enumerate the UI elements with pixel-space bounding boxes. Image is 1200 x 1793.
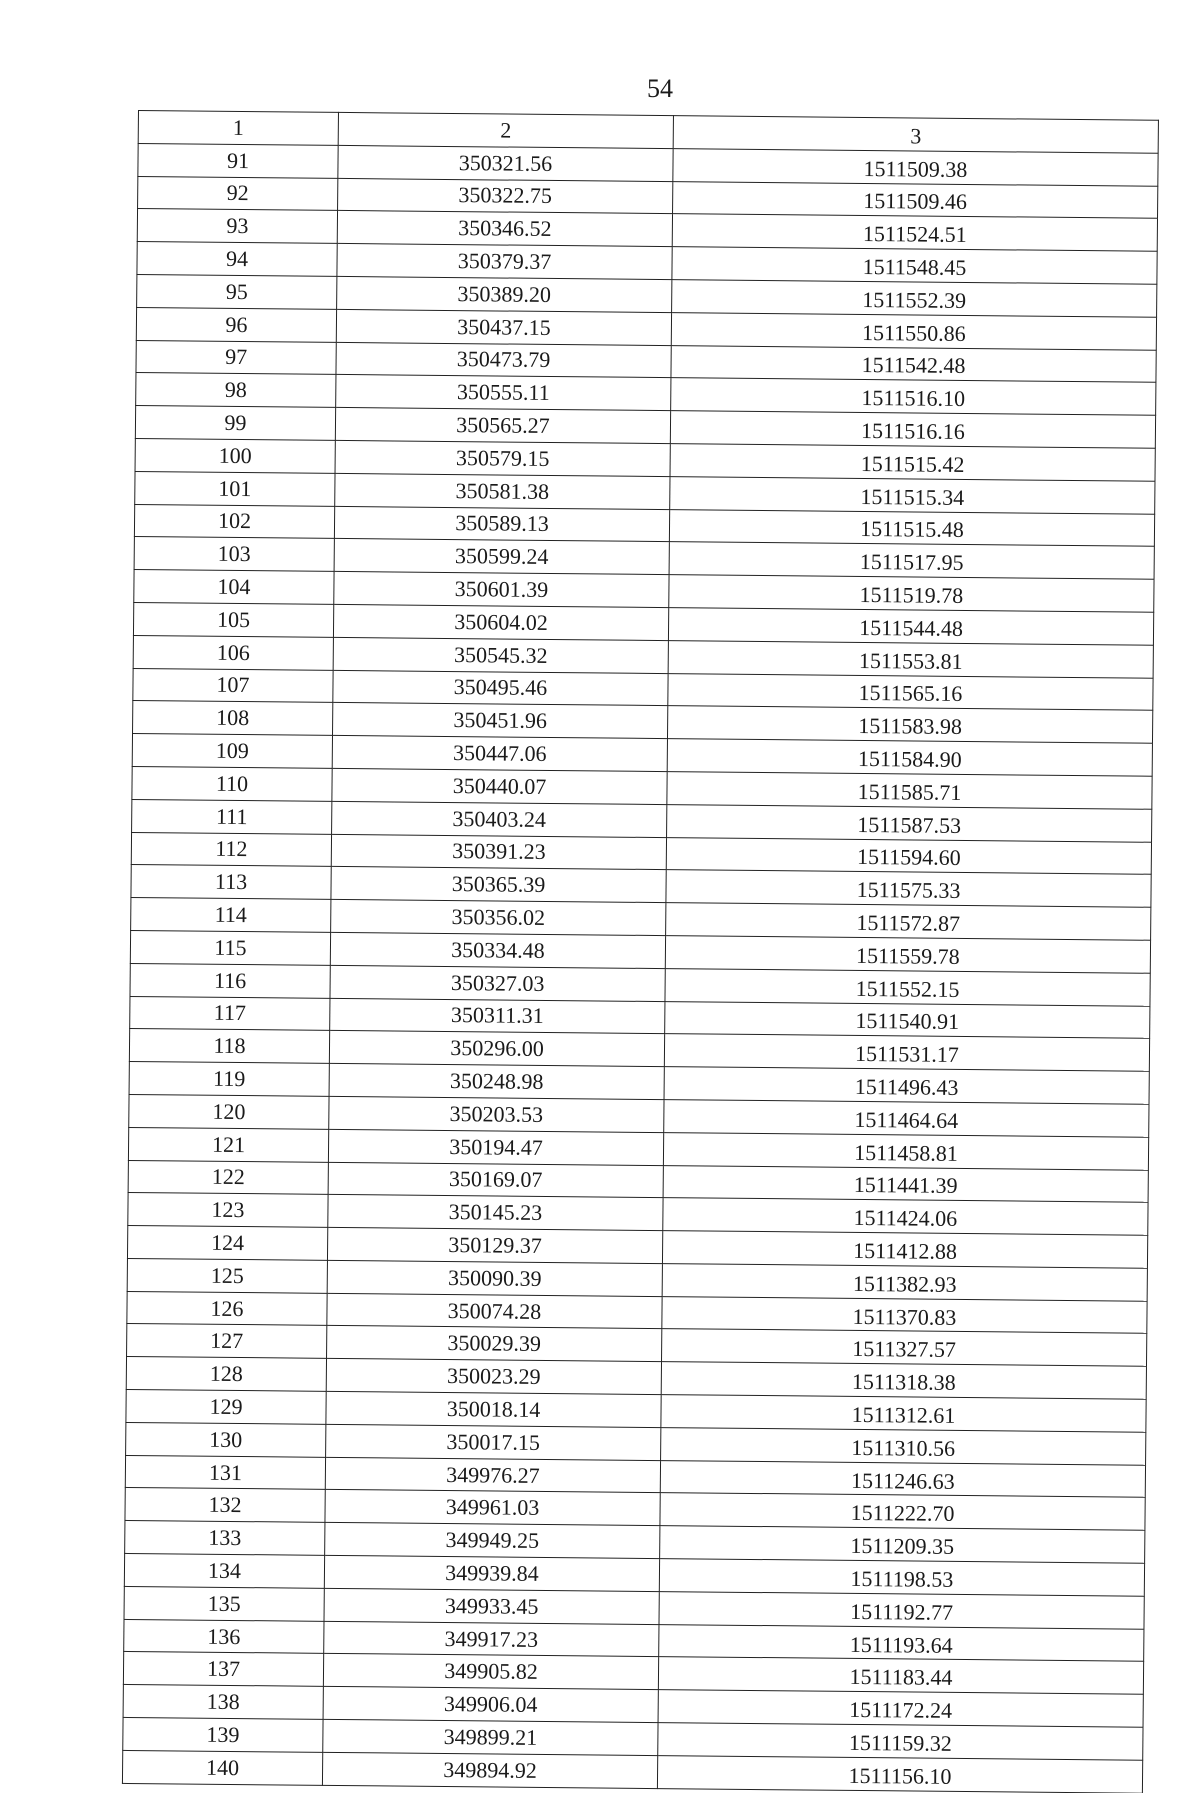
point-number-cell: 110 [132,766,332,801]
y-coordinate-cell: 1511246.63 [660,1460,1145,1497]
x-coordinate-cell: 350555.11 [336,375,671,411]
point-number-cell: 117 [130,996,330,1031]
point-number-cell: 126 [127,1291,327,1326]
x-coordinate-cell: 350379.37 [337,244,672,280]
y-coordinate-cell: 1511327.57 [662,1329,1147,1366]
point-number-cell: 121 [128,1127,328,1162]
y-coordinate-cell: 1511572.87 [666,903,1151,940]
x-coordinate-cell: 350194.47 [328,1129,663,1165]
x-coordinate-cell: 350451.96 [333,703,668,739]
x-coordinate-cell: 349949.25 [325,1523,660,1559]
point-number-cell: 128 [126,1357,326,1392]
point-number-cell: 104 [134,570,334,605]
point-number-cell: 135 [124,1586,324,1621]
x-coordinate-cell: 350601.39 [334,572,669,608]
point-number-cell: 113 [131,865,331,900]
point-number-cell: 118 [129,1029,329,1064]
x-coordinate-cell: 350018.14 [326,1391,661,1427]
page-number: 54 [647,74,673,103]
header-cell-2: 2 [338,112,673,148]
point-number-cell: 114 [131,898,331,933]
y-coordinate-cell: 1511412.88 [662,1231,1147,1268]
x-coordinate-cell: 350356.02 [331,900,666,936]
x-coordinate-cell: 350565.27 [335,408,670,444]
x-coordinate-cell: 350311.31 [330,998,665,1034]
point-number-cell: 129 [126,1390,326,1425]
x-coordinate-cell: 350447.06 [332,736,667,772]
point-number-cell: 91 [138,143,338,178]
point-number-cell: 111 [132,799,332,834]
point-number-cell: 100 [135,438,335,473]
y-coordinate-cell: 1511565.16 [668,673,1153,710]
y-coordinate-cell: 1511222.70 [660,1493,1145,1530]
y-coordinate-cell: 1511159.32 [658,1723,1143,1760]
y-coordinate-cell: 1511515.48 [669,509,1154,546]
y-coordinate-cell: 1511209.35 [660,1526,1145,1563]
y-coordinate-cell: 1511192.77 [659,1591,1144,1628]
y-coordinate-cell: 1511509.38 [673,148,1158,185]
x-coordinate-cell: 350473.79 [336,342,671,378]
point-number-cell: 133 [125,1521,325,1556]
y-coordinate-cell: 1511531.17 [664,1034,1149,1071]
point-number-cell: 106 [133,635,333,670]
point-number-cell: 127 [127,1324,327,1359]
y-coordinate-cell: 1511585.71 [667,772,1152,809]
coordinates-table [122,110,1159,1793]
x-coordinate-cell: 350391.23 [331,834,666,870]
y-coordinate-cell: 1511575.33 [666,870,1151,907]
x-coordinate-cell: 350545.32 [333,637,668,673]
x-coordinate-cell: 350581.38 [335,473,670,509]
point-number-cell: 125 [127,1258,327,1293]
y-coordinate-cell: 1511542.48 [671,345,1156,382]
point-number-cell: 132 [125,1488,325,1523]
point-number-cell: 102 [134,504,334,539]
x-coordinate-cell: 350334.48 [330,932,665,968]
x-coordinate-cell: 350604.02 [333,604,668,640]
y-coordinate-cell: 1511172.24 [658,1690,1143,1727]
x-coordinate-cell: 349961.03 [325,1490,660,1526]
x-coordinate-cell: 350322.75 [338,178,673,214]
x-coordinate-cell: 349894.92 [322,1752,657,1788]
header-cell-1: 1 [138,111,338,146]
y-coordinate-cell: 1511318.38 [661,1362,1146,1399]
y-coordinate-cell: 1511516.10 [671,378,1156,415]
point-number-cell: 103 [134,537,334,572]
y-coordinate-cell: 1511559.78 [665,936,1150,973]
x-coordinate-cell: 350017.15 [326,1424,661,1460]
y-coordinate-cell: 1511496.43 [664,1067,1149,1104]
x-coordinate-cell: 350321.56 [338,145,673,181]
point-number-cell: 93 [137,209,337,244]
point-number-cell: 120 [129,1094,329,1129]
point-number-cell: 122 [128,1160,328,1195]
y-coordinate-cell: 1511552.39 [672,280,1157,317]
coordinates-table-body [122,111,1158,1793]
point-number-cell: 119 [129,1062,329,1097]
x-coordinate-cell: 350403.24 [332,801,667,837]
y-coordinate-cell: 1511382.93 [662,1263,1147,1300]
point-number-cell: 116 [130,963,330,998]
y-coordinate-cell: 1511515.42 [670,444,1155,481]
x-coordinate-cell: 350365.39 [331,867,666,903]
y-coordinate-cell: 1511544.48 [668,608,1153,645]
y-coordinate-cell: 1511524.51 [672,214,1157,251]
y-coordinate-cell: 1511552.15 [665,968,1150,1005]
x-coordinate-cell: 350296.00 [329,1031,664,1067]
point-number-cell: 131 [125,1455,325,1490]
x-coordinate-cell: 350599.24 [334,539,669,575]
x-coordinate-cell: 350437.15 [336,309,671,345]
point-number-cell: 139 [123,1717,323,1752]
x-coordinate-cell: 350440.07 [332,768,667,804]
x-coordinate-cell: 349939.84 [324,1555,659,1591]
x-coordinate-cell: 349976.27 [325,1457,660,1493]
y-coordinate-cell: 1511519.78 [669,575,1154,612]
header-cell-3: 3 [673,116,1158,153]
y-coordinate-cell: 1511548.45 [672,247,1157,284]
y-coordinate-cell: 1511540.91 [665,1001,1150,1038]
y-coordinate-cell: 1511458.81 [663,1132,1148,1169]
x-coordinate-cell: 350074.28 [327,1293,662,1329]
x-coordinate-cell: 350495.46 [333,670,668,706]
point-number-cell: 92 [138,176,338,211]
y-coordinate-cell: 1511370.83 [662,1296,1147,1333]
point-number-cell: 140 [122,1750,322,1785]
x-coordinate-cell: 350248.98 [329,1063,664,1099]
point-number-cell: 105 [133,602,333,637]
point-number-cell: 107 [133,668,333,703]
point-number-cell: 123 [128,1193,328,1228]
x-coordinate-cell: 350145.23 [328,1195,663,1231]
point-number-cell: 95 [137,274,337,309]
x-coordinate-cell: 349905.82 [323,1654,658,1690]
x-coordinate-cell: 349933.45 [324,1588,659,1624]
point-number-cell: 136 [124,1619,324,1654]
x-coordinate-cell: 349917.23 [324,1621,659,1657]
y-coordinate-cell: 1511193.64 [659,1624,1144,1661]
y-coordinate-cell: 1511584.90 [667,739,1152,776]
point-number-cell: 101 [135,471,335,506]
y-coordinate-cell: 1511312.61 [661,1395,1146,1432]
x-coordinate-cell: 350346.52 [337,211,672,247]
x-coordinate-cell: 349899.21 [323,1719,658,1755]
y-coordinate-cell: 1511550.86 [671,312,1156,349]
y-coordinate-cell: 1511183.44 [658,1657,1143,1694]
y-coordinate-cell: 1511424.06 [663,1198,1148,1235]
y-coordinate-cell: 1511441.39 [663,1165,1148,1202]
x-coordinate-cell: 350023.29 [326,1359,661,1395]
y-coordinate-cell: 1511594.60 [666,837,1151,874]
point-number-cell: 97 [136,340,336,375]
y-coordinate-cell: 1511583.98 [667,706,1152,743]
x-coordinate-cell: 350129.37 [327,1227,662,1263]
y-coordinate-cell: 1511310.56 [661,1427,1146,1464]
x-coordinate-cell: 350579.15 [335,440,670,476]
point-number-cell: 137 [123,1652,323,1687]
point-number-cell: 112 [131,832,331,867]
x-coordinate-cell: 350169.07 [328,1162,663,1198]
point-number-cell: 134 [124,1554,324,1589]
x-coordinate-cell: 350090.39 [327,1260,662,1296]
y-coordinate-cell: 1511464.64 [664,1100,1149,1137]
x-coordinate-cell: 350327.03 [330,965,665,1001]
point-number-cell: 124 [127,1226,327,1261]
y-coordinate-cell: 1511517.95 [669,542,1154,579]
y-coordinate-cell: 1511509.46 [673,181,1158,218]
x-coordinate-cell: 350389.20 [337,276,672,312]
point-number-cell: 99 [135,406,335,441]
y-coordinate-cell: 1511553.81 [668,640,1153,677]
point-number-cell: 98 [136,373,336,408]
y-coordinate-cell: 1511515.34 [670,476,1155,513]
x-coordinate-cell: 350203.53 [329,1096,664,1132]
point-number-cell: 96 [136,307,336,342]
y-coordinate-cell: 1511198.53 [659,1559,1144,1596]
x-coordinate-cell: 350589.13 [334,506,669,542]
point-number-cell: 94 [137,242,337,277]
point-number-cell: 108 [133,701,333,736]
coordinates-table-wrapper [122,110,1158,1793]
y-coordinate-cell: 1511587.53 [667,804,1152,841]
x-coordinate-cell: 350029.39 [327,1326,662,1362]
point-number-cell: 130 [126,1422,326,1457]
y-coordinate-cell: 1511156.10 [657,1755,1142,1792]
point-number-cell: 138 [123,1685,323,1720]
point-number-cell: 115 [130,930,330,965]
point-number-cell: 109 [132,734,332,769]
x-coordinate-cell: 349906.04 [323,1687,658,1723]
y-coordinate-cell: 1511516.16 [670,411,1155,448]
